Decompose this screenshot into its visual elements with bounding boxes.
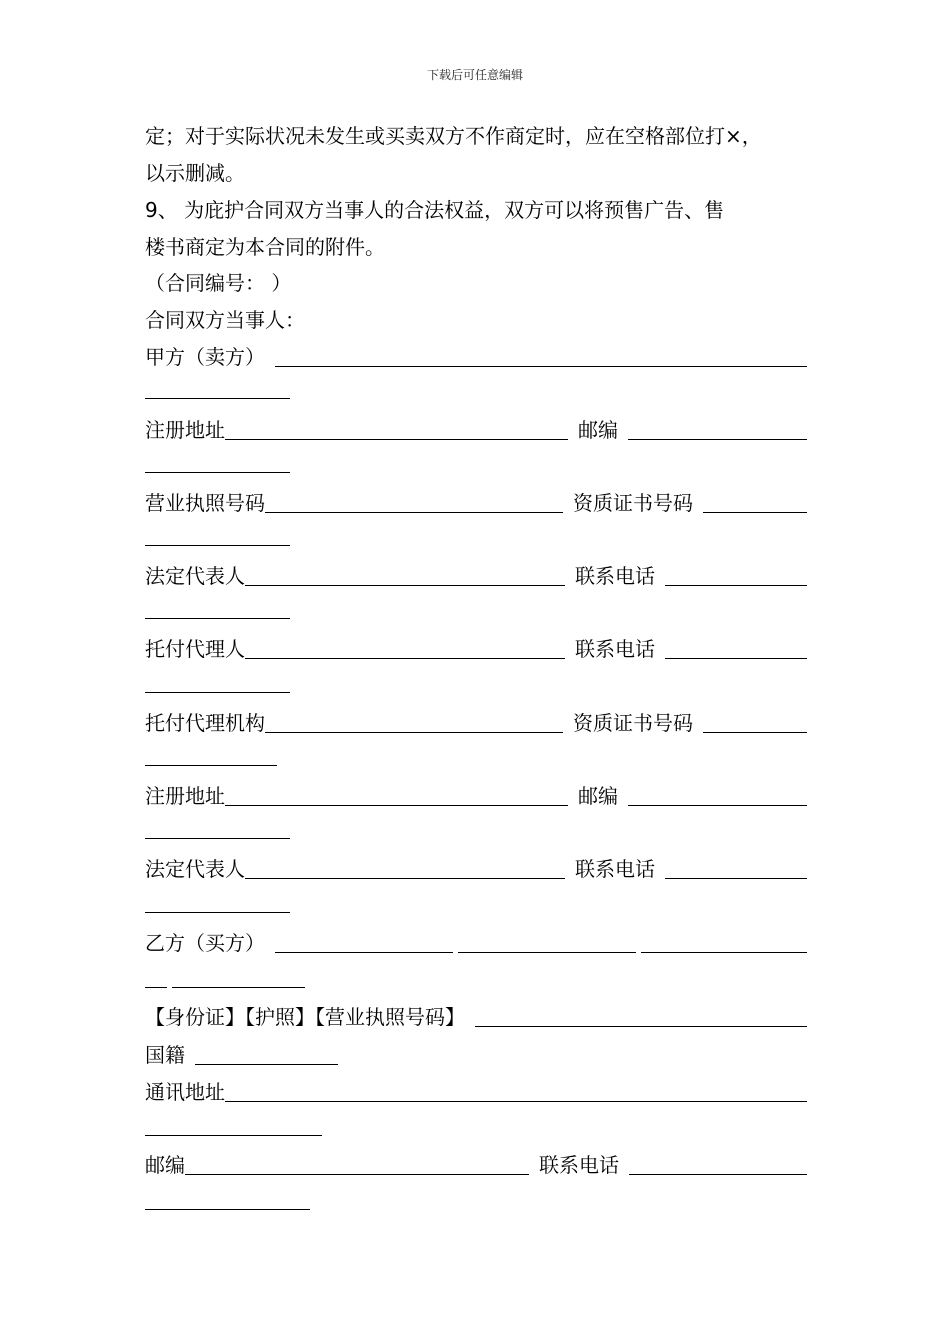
- field-label: 联系电话: [575, 637, 655, 661]
- seller-phone-field[interactable]: [665, 565, 807, 586]
- buyer-id-types: 【身份证】【护照】【营业执照号码】: [145, 1005, 465, 1029]
- parties-heading: 合同双方当事人：: [145, 308, 305, 332]
- continuation-blank[interactable]: [145, 838, 290, 839]
- field-label: 邮编: [145, 1153, 185, 1177]
- seller-agent-field[interactable]: [245, 638, 565, 659]
- seller-party-label: 甲方（卖方）: [145, 345, 265, 369]
- buyer-id-field[interactable]: [475, 1006, 807, 1027]
- page-header: 下载后可任意编辑: [426, 68, 523, 82]
- field-label: 注册地址: [145, 784, 225, 808]
- continuation-blank[interactable]: [145, 398, 290, 399]
- seller-address-row: [145, 416, 807, 444]
- agency-postcode-field[interactable]: [628, 785, 807, 806]
- buyer-phone-field[interactable]: [629, 1154, 807, 1175]
- seller-agency-row: [145, 709, 807, 737]
- continuation-blank[interactable]: [145, 472, 290, 473]
- seller-party-row: [145, 343, 807, 371]
- agency-phone-field[interactable]: [665, 858, 807, 879]
- field-label: 联系电话: [575, 564, 655, 588]
- paragraph-line: 以示删减。: [145, 161, 245, 185]
- seller-legal-rep-row: [145, 562, 807, 590]
- buyer-party-label: 乙方（买方）: [145, 931, 265, 955]
- contract-number: （合同编号： ）: [145, 271, 292, 295]
- field-label: 国籍: [145, 1043, 185, 1067]
- field-label: 联系电话: [539, 1153, 619, 1177]
- continuation-blank[interactable]: [145, 618, 290, 619]
- field-label: 法定代表人: [145, 564, 245, 588]
- seller-agency-field[interactable]: [265, 712, 563, 733]
- field-label: 资质证书号码: [573, 491, 693, 515]
- seller-qualification-field[interactable]: [703, 492, 807, 513]
- continuation-blank[interactable]: [145, 765, 277, 766]
- buyer-address-row: [145, 1078, 807, 1106]
- continuation-blank[interactable]: [145, 987, 167, 988]
- field-label: 资质证书号码: [573, 711, 693, 735]
- field-label: 通讯地址: [145, 1080, 225, 1104]
- field-label: 营业执照号码: [145, 491, 265, 515]
- field-label: 托付代理人: [145, 637, 245, 661]
- buyer-id-row: [145, 1003, 807, 1031]
- buyer-nationality-row: [145, 1041, 807, 1069]
- continuation-blank[interactable]: [145, 912, 290, 913]
- agency-address-row: [145, 782, 807, 810]
- paragraph-line: 9、 为庇护合同双方当事人的合法权益，双方可以将预售广告、售: [145, 198, 725, 222]
- seller-name-field[interactable]: [275, 346, 807, 367]
- continuation-blank[interactable]: [145, 545, 290, 546]
- agency-legal-rep-field[interactable]: [245, 858, 565, 879]
- field-label: 邮编: [578, 784, 618, 808]
- field-label: 联系电话: [575, 857, 655, 881]
- buyer-name-field[interactable]: [275, 932, 453, 953]
- buyer-postcode-field[interactable]: [185, 1154, 529, 1175]
- paragraph-line: 楼书商定为本合同的附件。: [145, 235, 385, 259]
- agency-qualification-field[interactable]: [703, 712, 807, 733]
- seller-postcode-field[interactable]: [628, 419, 807, 440]
- paragraph-line: 定；对于实际状况未发生或买卖双方不作商定时，应在空格部位打×，: [145, 124, 762, 148]
- seller-agent-row: [145, 635, 807, 663]
- agency-address-field[interactable]: [225, 785, 568, 806]
- agency-legal-rep-row: [145, 855, 807, 883]
- continuation-blank[interactable]: [145, 692, 290, 693]
- buyer-address-field[interactable]: [225, 1081, 807, 1102]
- continuation-blank[interactable]: [145, 1135, 322, 1136]
- buyer-party-row: [145, 929, 807, 957]
- buyer-name-field[interactable]: [458, 932, 636, 953]
- field-label: 邮编: [578, 418, 618, 442]
- seller-legal-rep-field[interactable]: [245, 565, 565, 586]
- field-label: 法定代表人: [145, 857, 245, 881]
- buyer-nationality-field[interactable]: [195, 1044, 338, 1065]
- seller-agent-phone-field[interactable]: [665, 638, 807, 659]
- seller-license-row: [145, 489, 807, 517]
- continuation-blank[interactable]: [172, 987, 305, 988]
- buyer-postcode-row: [145, 1151, 807, 1179]
- field-label: 托付代理机构: [145, 711, 265, 735]
- field-label: 注册地址: [145, 418, 225, 442]
- buyer-name-field[interactable]: [641, 932, 807, 953]
- seller-license-field[interactable]: [265, 492, 563, 513]
- continuation-blank[interactable]: [145, 1209, 310, 1210]
- seller-address-field[interactable]: [225, 419, 568, 440]
